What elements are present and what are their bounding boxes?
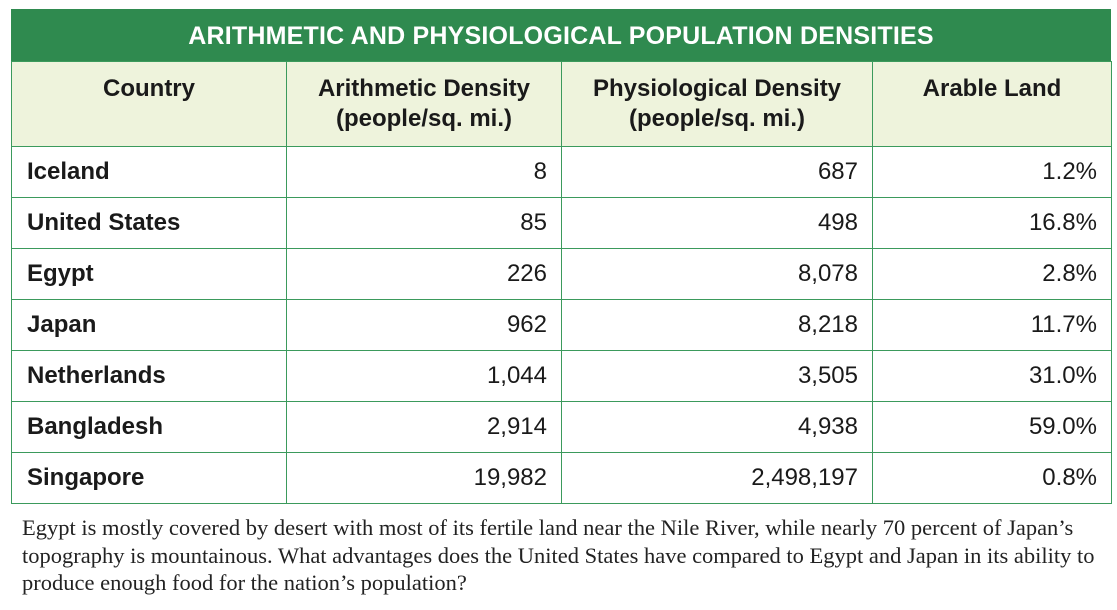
header-country — [12, 62, 287, 147]
header-arithmetic-density — [287, 62, 562, 147]
cell-arable: 31.0% — [873, 351, 1112, 402]
cell-country: Japan — [12, 300, 287, 351]
cell-arithmetic: 85 — [287, 198, 562, 249]
table-row — [12, 147, 1112, 198]
cell-arable: 16.8% — [873, 198, 1112, 249]
cell-country: Egypt — [12, 249, 287, 300]
cell-physiological: 4,938 — [562, 402, 873, 453]
table-row — [12, 453, 1112, 504]
table-row — [12, 402, 1112, 453]
cell-country: United States — [12, 198, 287, 249]
header-arable-label: Arable Land — [922, 75, 1062, 102]
cell-arithmetic: 1,044 — [287, 351, 562, 402]
header-arithmetic-unit: (people/sq. mi.) — [335, 105, 512, 132]
table-header-row — [12, 62, 1112, 147]
cell-physiological: 2,498,197 — [562, 453, 873, 504]
density-table — [11, 61, 1112, 504]
header-country-label: Country — [103, 75, 195, 102]
cell-country: Singapore — [12, 453, 287, 504]
cell-arable: 59.0% — [873, 402, 1112, 453]
table-row — [12, 351, 1112, 402]
caption-text: Egypt is mostly covered by desert with most of its fertile land near the Nile River, while nearly 70 percent of Japan’s topography is mountainous. What advantages does the United States have compared to Egypt and Japan in its ability to produce enough food for the nation’s population? — [22, 515, 1095, 595]
header-physiological-density — [562, 62, 873, 147]
cell-arithmetic: 19,982 — [287, 453, 562, 504]
cell-arable: 11.7% — [873, 300, 1112, 351]
cell-arithmetic: 2,914 — [287, 402, 562, 453]
table-row — [12, 249, 1112, 300]
cell-physiological: 3,505 — [562, 351, 873, 402]
header-physiological-unit: (people/sq. mi.) — [628, 105, 805, 132]
cell-arithmetic: 226 — [287, 249, 562, 300]
table-row — [12, 198, 1112, 249]
cell-physiological: 8,218 — [562, 300, 873, 351]
density-table-container — [11, 9, 1111, 504]
cell-physiological: 8,078 — [562, 249, 873, 300]
cell-arithmetic: 962 — [287, 300, 562, 351]
cell-arithmetic: 8 — [287, 147, 562, 198]
header-arithmetic-label: Arithmetic Density — [317, 75, 531, 102]
header-physiological-label: Physiological Density — [592, 75, 842, 102]
cell-country: Bangladesh — [12, 402, 287, 453]
cell-country: Iceland — [12, 147, 287, 198]
cell-arable: 0.8% — [873, 453, 1112, 504]
cell-arable: 2.8% — [873, 249, 1112, 300]
table-title: ARITHMETIC AND PHYSIOLOGICAL POPULATION DENSITIES — [11, 9, 1111, 61]
header-arable-land — [873, 62, 1112, 147]
cell-country: Netherlands — [12, 351, 287, 402]
cell-physiological: 498 — [562, 198, 873, 249]
cell-physiological: 687 — [562, 147, 873, 198]
cell-arable: 1.2% — [873, 147, 1112, 198]
table-row — [12, 300, 1112, 351]
